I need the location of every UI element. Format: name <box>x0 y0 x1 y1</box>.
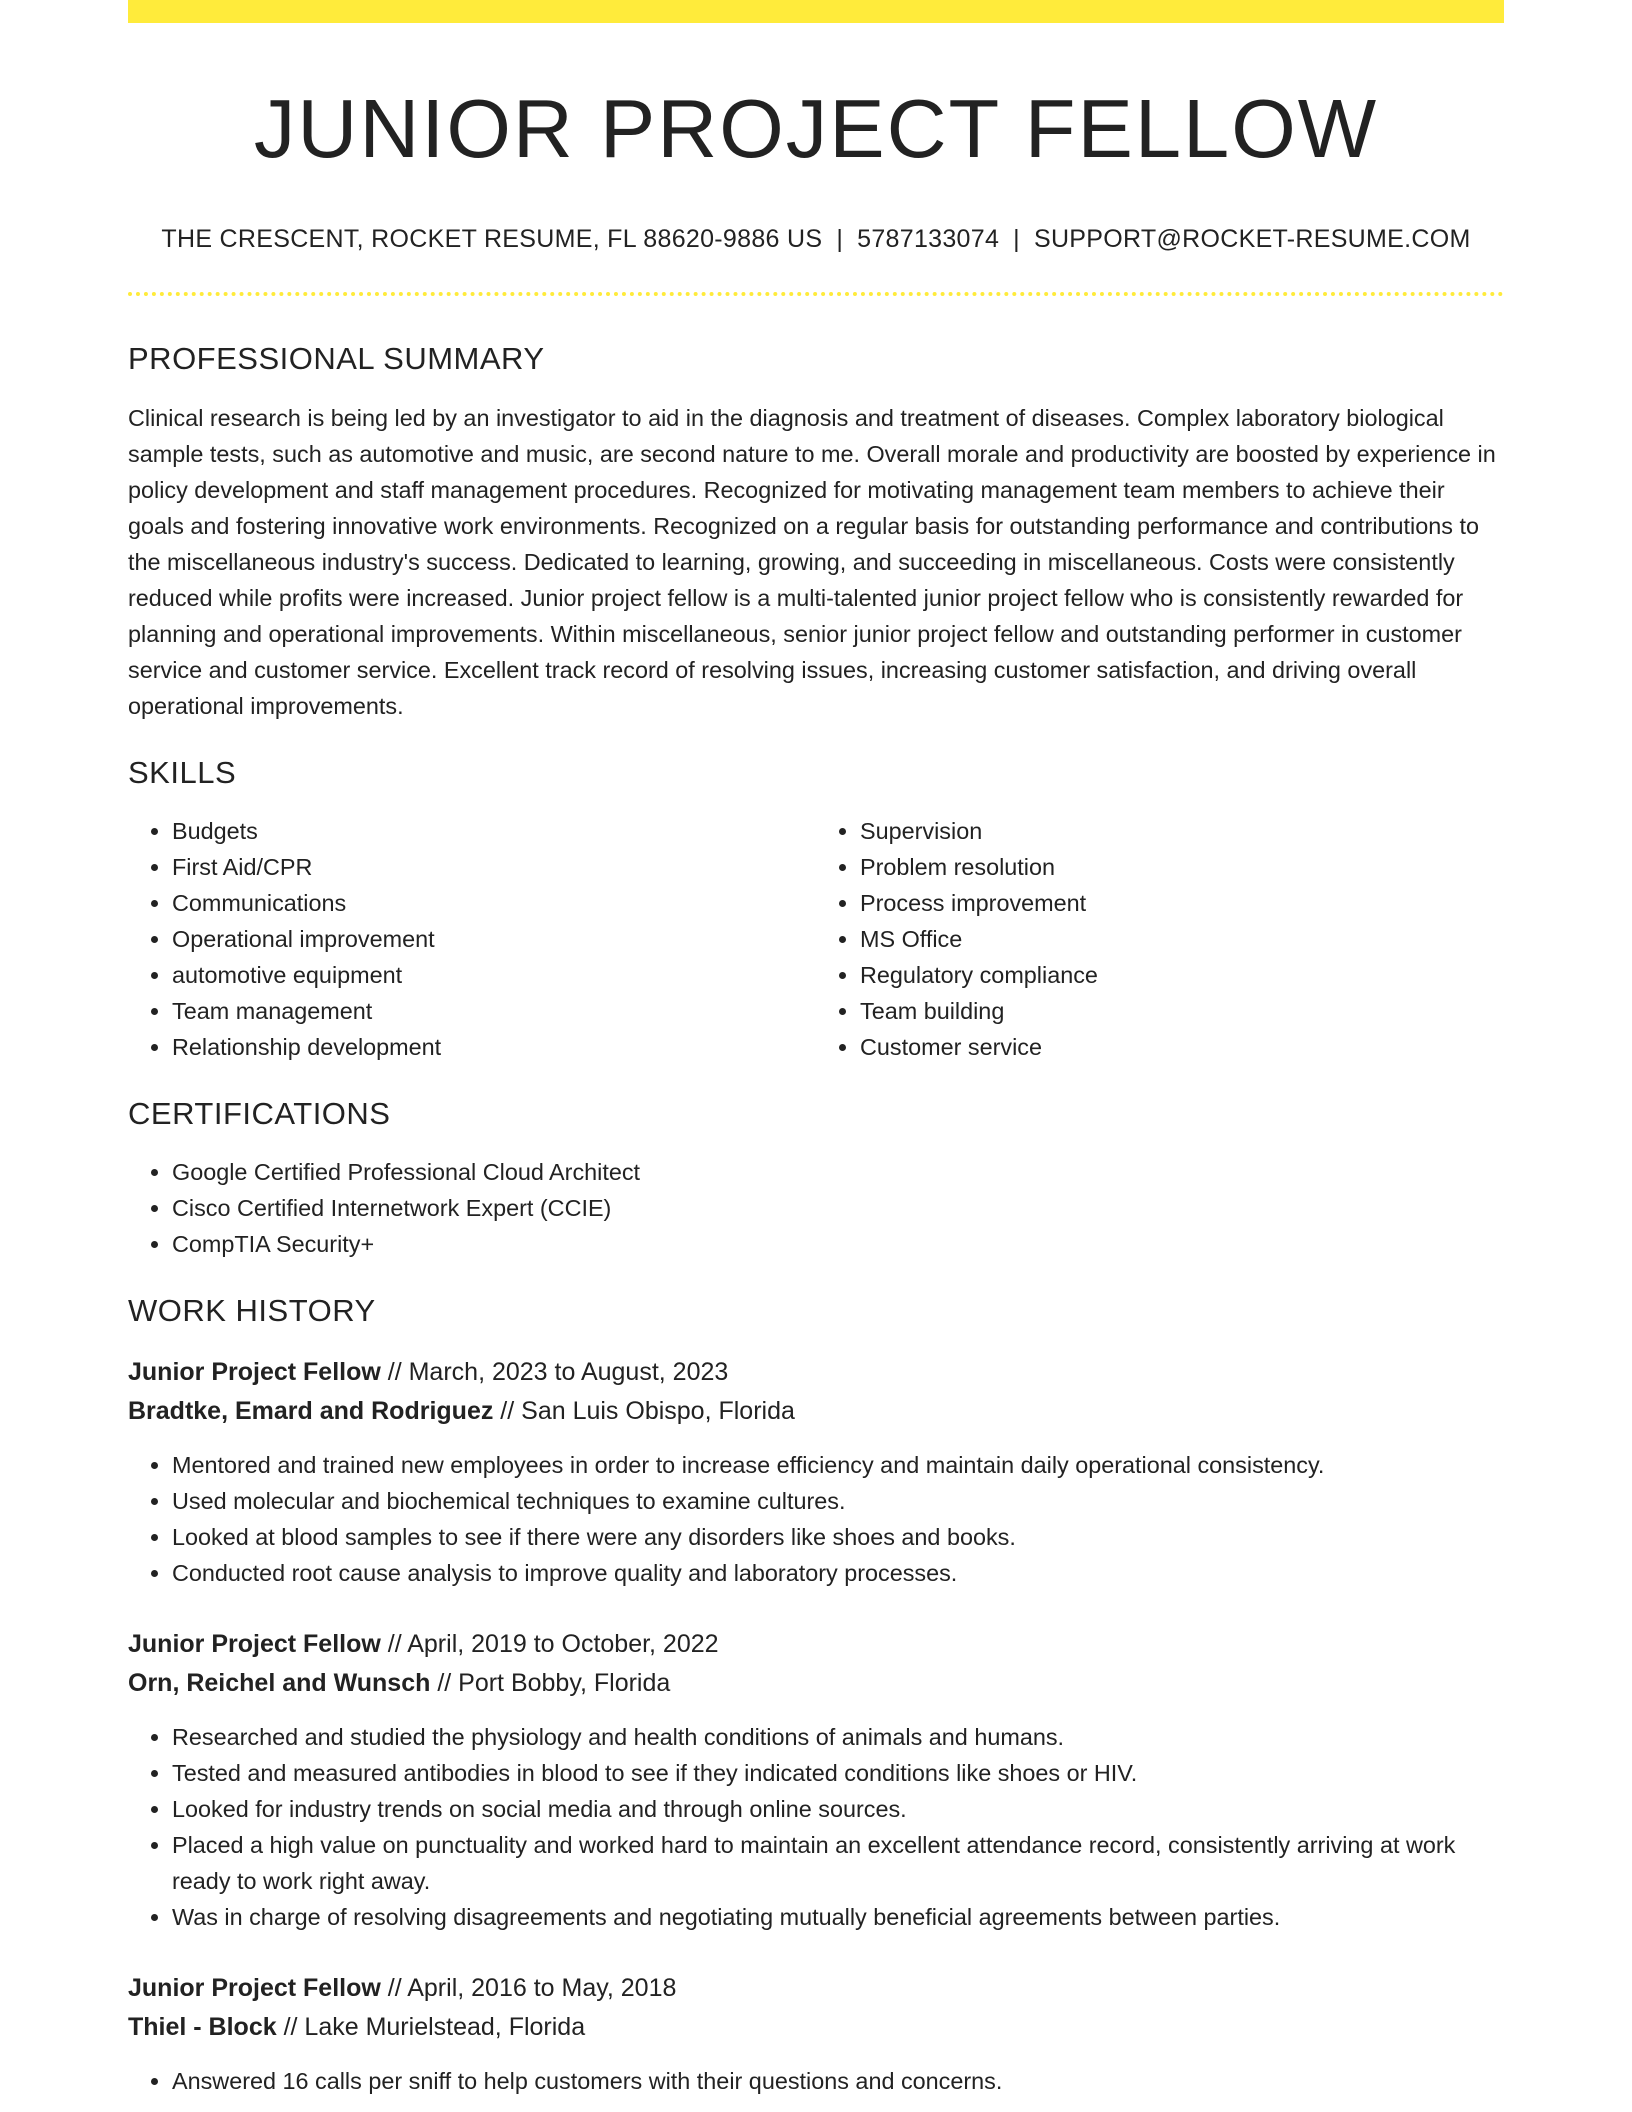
skill-item: • First Aid/CPR <box>172 849 816 885</box>
duty-item: • Placed a high value on punctuality and worked hard to maintain an excellent attendance record, consistently arriving at work ready to work right away. <box>172 1827 1504 1899</box>
skill-item: • Relationship development <box>172 1029 816 1065</box>
job-dates: // April, 2016 to May, 2018 <box>380 1974 677 2003</box>
certifications-heading: CERTIFICATIONS <box>128 1095 391 1131</box>
job-entry <box>128 1969 1504 2099</box>
skill-item: • Customer service <box>860 1029 1504 1065</box>
separator: | <box>1013 225 1020 254</box>
job-company-line <box>128 2008 1504 2047</box>
duty-item: • Researched and studied the physiology and health conditions of animals and humans. <box>172 1719 1504 1755</box>
job-company: Thiel - Block <box>128 2013 277 2042</box>
separator: | <box>836 225 844 254</box>
skill-item: • Problem resolution <box>860 849 1504 885</box>
skill-item: • Budgets <box>172 813 816 849</box>
skill-item: • Regulatory compliance <box>860 957 1504 993</box>
contact-line <box>128 224 1504 254</box>
duty-item: • Looked for industry trends on social media and through online sources. <box>172 1791 1504 1827</box>
skill-item: • MS Office <box>860 921 1504 957</box>
job-company-line <box>128 1392 1504 1431</box>
skill-item: • automotive equipment <box>172 957 816 993</box>
address: THE CRESCENT, ROCKET RESUME, FL 88620-9886 US <box>161 225 823 254</box>
summary-heading: PROFESSIONAL SUMMARY <box>128 341 545 377</box>
job-company: Orn, Reichel and Wunsch <box>128 1669 431 1698</box>
skill-item: • Process improvement <box>860 885 1504 921</box>
duty-item: • Mentored and trained new employees in order to increase efficiency and maintain daily operational consistency. <box>172 1447 1504 1483</box>
resume-content <box>128 23 1504 2099</box>
duty-item: • Tested and measured antibodies in blood to see if they indicated conditions like shoes or HIV. <box>172 1755 1504 1791</box>
skill-item: • Supervision <box>860 813 1504 849</box>
job-duties <box>128 2063 1504 2099</box>
skills-left-list <box>128 813 816 1065</box>
summary-text: Clinical research is being led by an investigator to aid in the diagnosis and treatment of diseases. Complex laboratory biological sample tests, such as automotive and music, are second nature to me. Overall morale and productivity are boosted by experience in policy development and staff management procedures. Recognized for motivating management team members to achieve their goals and fostering innovative work environments. Recognized on a regular basis for outstanding performance and contributions to the miscellaneous industry's success. Dedicated to learning, growing, and succeeding in miscellaneous. Costs were consistently reduced while profits were increased. Junior project fellow is a multi-talented junior project fellow who is consistently rewarded for planning and operational improvements. Within miscellaneous, senior junior project fellow and outstanding performer in customer service and customer service. Excellent track record of resolving issues, increasing customer satisfaction, and driving overall operational improvements. <box>128 404 1496 719</box>
accent-bar <box>128 0 1504 23</box>
duty-item: • Answered 16 calls per sniff to help customers with their questions and concerns. <box>172 2063 1504 2099</box>
certification-item: • CompTIA Security+ <box>172 1226 1504 1262</box>
skill-item: • Team management <box>172 993 816 1029</box>
job-company: Bradtke, Emard and Rodriguez <box>128 1397 494 1426</box>
job-location: // Lake Murielstead, Florida <box>276 2013 586 2042</box>
certifications-section <box>128 1095 1504 1262</box>
job-company-line <box>128 1664 1504 1703</box>
summary-section <box>128 340 1504 723</box>
skill-item: • Operational improvement <box>172 921 816 957</box>
candidate-name: JUNIOR PROJECT FELLOW <box>253 82 1379 175</box>
job-entry <box>128 1625 1504 1935</box>
duty-item: • Conducted root cause analysis to improve quality and laboratory processes. <box>172 1555 1504 1591</box>
email: SUPPORT@ROCKET-RESUME.COM <box>1033 225 1471 254</box>
job-dates: // April, 2019 to October, 2022 <box>380 1630 719 1659</box>
job-location: // San Luis Obispo, Florida <box>493 1397 795 1426</box>
skills-heading: SKILLS <box>128 754 237 790</box>
job-duties <box>128 1719 1504 1935</box>
phone: 5787133074 <box>857 225 1000 254</box>
skills-section <box>128 754 1504 1065</box>
job-title: Junior Project Fellow <box>128 1974 381 2003</box>
skill-item: • Communications <box>172 885 816 921</box>
job-title-line <box>128 1625 1504 1664</box>
job-title-line <box>128 1353 1504 1392</box>
skills-columns <box>128 813 1504 1065</box>
dotted-divider <box>128 292 1504 296</box>
job-title: Junior Project Fellow <box>128 1630 381 1659</box>
duty-item: • Was in charge of resolving disagreements and negotiating mutually beneficial agreements between parties. <box>172 1899 1504 1935</box>
duty-item: • Looked at blood samples to see if there were any disorders like shoes and books. <box>172 1519 1504 1555</box>
work-history-section <box>128 1292 1504 2099</box>
skill-item: • Team building <box>860 993 1504 1029</box>
work-history-heading: WORK HISTORY <box>128 1293 376 1328</box>
job-title-line <box>128 1969 1504 2008</box>
duty-item: • Used molecular and biochemical techniques to examine cultures. <box>172 1483 1504 1519</box>
certification-item: • Cisco Certified Internetwork Expert (CCIE) <box>172 1190 1504 1226</box>
job-dates: // March, 2023 to August, 2023 <box>380 1358 729 1387</box>
certifications-list <box>128 1154 1504 1262</box>
job-location: // Port Bobby, Florida <box>430 1669 671 1698</box>
job-entry <box>128 1353 1504 1591</box>
certification-item: • Google Certified Professional Cloud Architect <box>172 1154 1504 1190</box>
skills-right-list <box>816 813 1504 1065</box>
job-duties <box>128 1447 1504 1591</box>
job-title: Junior Project Fellow <box>128 1358 381 1387</box>
